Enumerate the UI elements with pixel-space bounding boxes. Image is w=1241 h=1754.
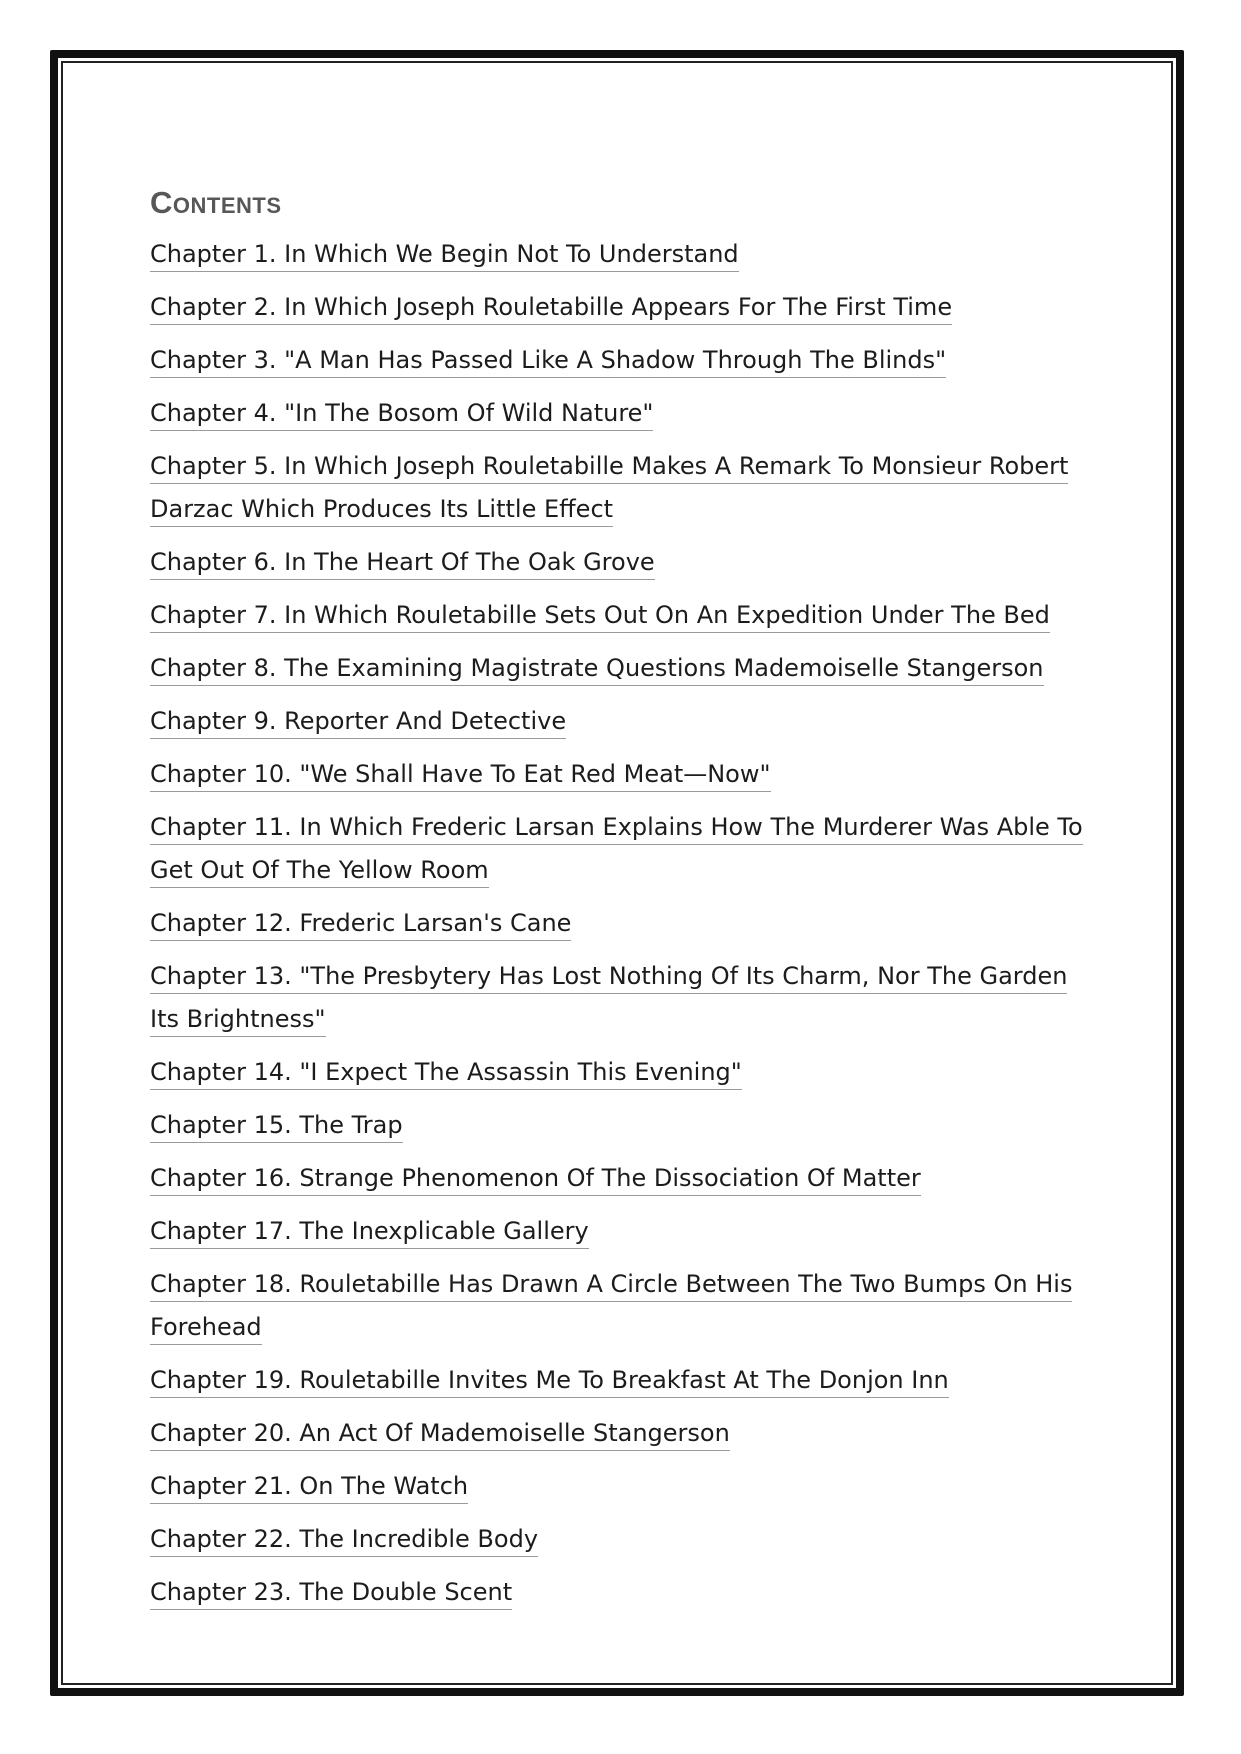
chapter-list-item: [150, 393, 1090, 436]
chapter-link[interactable]: Chapter 11. In Which Frederic Larsan Explains How The Murderer Was Able To Get Out Of The Yellow Room: [150, 813, 1083, 888]
table-of-contents: [150, 184, 1090, 1625]
chapter-link[interactable]: Chapter 4. "In The Bosom Of Wild Nature": [150, 399, 653, 431]
chapter-link[interactable]: Chapter 9. Reporter And Detective: [150, 707, 566, 739]
chapter-link[interactable]: Chapter 1. In Which We Begin Not To Understand: [150, 240, 739, 272]
chapter-list: [150, 234, 1090, 1615]
chapter-list-item: [150, 1052, 1090, 1095]
chapter-link[interactable]: Chapter 3. "A Man Has Passed Like A Shadow Through The Blinds": [150, 346, 946, 378]
chapter-list-item: [150, 648, 1090, 691]
chapter-list-item: [150, 956, 1090, 1042]
chapter-list-item: [150, 1413, 1090, 1456]
chapter-list-item: [150, 903, 1090, 946]
chapter-link[interactable]: Chapter 23. The Double Scent: [150, 1578, 512, 1610]
chapter-link[interactable]: Chapter 16. Strange Phenomenon Of The Dissociation Of Matter: [150, 1164, 921, 1196]
chapter-list-item: [150, 1466, 1090, 1509]
chapter-list-item: [150, 1158, 1090, 1201]
chapter-list-item: [150, 807, 1090, 893]
chapter-link[interactable]: Chapter 6. In The Heart Of The Oak Grove: [150, 548, 655, 580]
chapter-list-item: [150, 1572, 1090, 1615]
chapter-list-item: [150, 1264, 1090, 1350]
chapter-link[interactable]: Chapter 18. Rouletabille Has Drawn A Circle Between The Two Bumps On His Forehead: [150, 1270, 1072, 1345]
chapter-link[interactable]: Chapter 10. "We Shall Have To Eat Red Meat—Now": [150, 760, 771, 792]
chapter-list-item: [150, 1211, 1090, 1254]
chapter-link[interactable]: Chapter 20. An Act Of Mademoiselle Stangerson: [150, 1419, 730, 1451]
chapter-link[interactable]: Chapter 5. In Which Joseph Rouletabille Makes A Remark To Monsieur Robert Darzac Which Produces Its Little Effect: [150, 452, 1068, 527]
chapter-link[interactable]: Chapter 19. Rouletabille Invites Me To Breakfast At The Donjon Inn: [150, 1366, 949, 1398]
chapter-list-item: [150, 542, 1090, 585]
chapter-list-item: [150, 701, 1090, 744]
chapter-list-item: [150, 446, 1090, 532]
chapter-link[interactable]: Chapter 12. Frederic Larsan's Cane: [150, 909, 571, 941]
contents-heading: Contents: [150, 185, 282, 220]
chapter-link[interactable]: Chapter 17. The Inexplicable Gallery: [150, 1217, 589, 1249]
chapter-list-item: [150, 1519, 1090, 1562]
chapter-link[interactable]: Chapter 22. The Incredible Body: [150, 1525, 538, 1557]
chapter-list-item: [150, 340, 1090, 383]
chapter-link[interactable]: Chapter 15. The Trap: [150, 1111, 403, 1143]
chapter-list-item: [150, 287, 1090, 330]
chapter-link[interactable]: Chapter 13. "The Presbytery Has Lost Nothing Of Its Charm, Nor The Garden Its Brightness": [150, 962, 1067, 1037]
chapter-link[interactable]: Chapter 8. The Examining Magistrate Questions Mademoiselle Stangerson: [150, 654, 1044, 686]
chapter-list-item: [150, 754, 1090, 797]
chapter-list-item: [150, 1105, 1090, 1148]
chapter-list-item: [150, 234, 1090, 277]
chapter-list-item: [150, 1360, 1090, 1403]
chapter-link[interactable]: Chapter 7. In Which Rouletabille Sets Out On An Expedition Under The Bed: [150, 601, 1050, 633]
chapter-link[interactable]: Chapter 14. "I Expect The Assassin This Evening": [150, 1058, 742, 1090]
chapter-list-item: [150, 595, 1090, 638]
chapter-link[interactable]: Chapter 2. In Which Joseph Rouletabille Appears For The First Time: [150, 293, 952, 325]
chapter-link[interactable]: Chapter 21. On The Watch: [150, 1472, 468, 1504]
